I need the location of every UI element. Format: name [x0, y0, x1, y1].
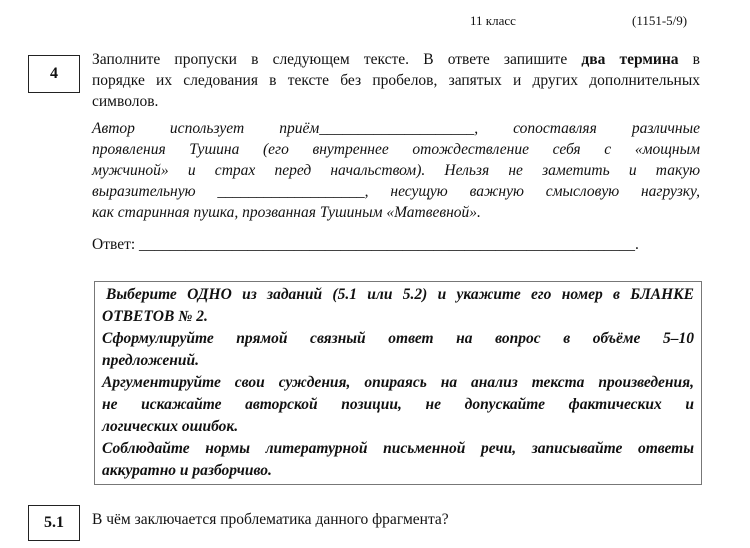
- instruction-line: символов.: [92, 93, 159, 110]
- notice-line: аккуратно и разборчиво.: [102, 462, 272, 479]
- instructions-notice-box: [94, 281, 702, 485]
- answer-row: [92, 234, 700, 255]
- notice-line: Аргументируйте свои суждения, опираясь на анализ текста произведения,: [102, 374, 694, 391]
- instruction-text: Заполните пропуски в следующем тексте. В ответе запишите: [92, 51, 582, 68]
- notice-line: логических ошибок.: [102, 418, 239, 435]
- grade-label: 11 класс: [470, 13, 516, 28]
- passage-line: Автор использует приём____________________, сопоставляя различные: [92, 120, 700, 137]
- notice-line: Соблюдайте нормы литературной письменной речи, записывайте ответы: [102, 440, 694, 457]
- answer-field[interactable]: ________________________________________________________________.: [139, 236, 639, 253]
- passage-line: как старинная пушка, прозванная Тушиным «Матвевной».: [92, 204, 481, 221]
- passage-line: мужчиной» и страх перед начальством). Нельзя не заметить и такую: [92, 162, 700, 179]
- answer-label: Ответ:: [92, 236, 136, 253]
- notice-line: Выберите ОДНО из заданий (5.1 или 5.2) и укажите его номер в БЛАНКЕ: [106, 286, 694, 303]
- task-number-5-1: 5.1: [28, 505, 80, 541]
- notice-line: Сформулируйте прямой связный ответ на вопрос в объёме 5–10: [102, 330, 694, 347]
- task-number-4: 4: [28, 55, 80, 93]
- notice-line: предложений.: [102, 352, 200, 369]
- task-5-1-question: В чём заключается проблематика данного фрагмента?: [92, 511, 449, 528]
- variant-code: (1151-5/9): [632, 13, 688, 28]
- passage-line: проявления Тушина (его внутреннее отождествление себя с «мощным: [92, 141, 700, 158]
- task-4-passage: [92, 118, 700, 223]
- instruction-text: в: [678, 51, 700, 68]
- instruction-line: порядке их следования в тексте без пробелов, запятых и других дополнительных: [92, 72, 700, 89]
- notice-line: не искажайте авторской позиции, не допускайте фактических и: [102, 396, 694, 413]
- instruction-line: [92, 49, 700, 70]
- notice-line: ОТВЕТОВ № 2.: [102, 308, 208, 325]
- instruction-bold: два термина: [581, 51, 679, 68]
- task-4-instruction: [92, 49, 700, 112]
- passage-line: выразительную ___________________, несущую важную смысловую нагрузку,: [92, 183, 700, 200]
